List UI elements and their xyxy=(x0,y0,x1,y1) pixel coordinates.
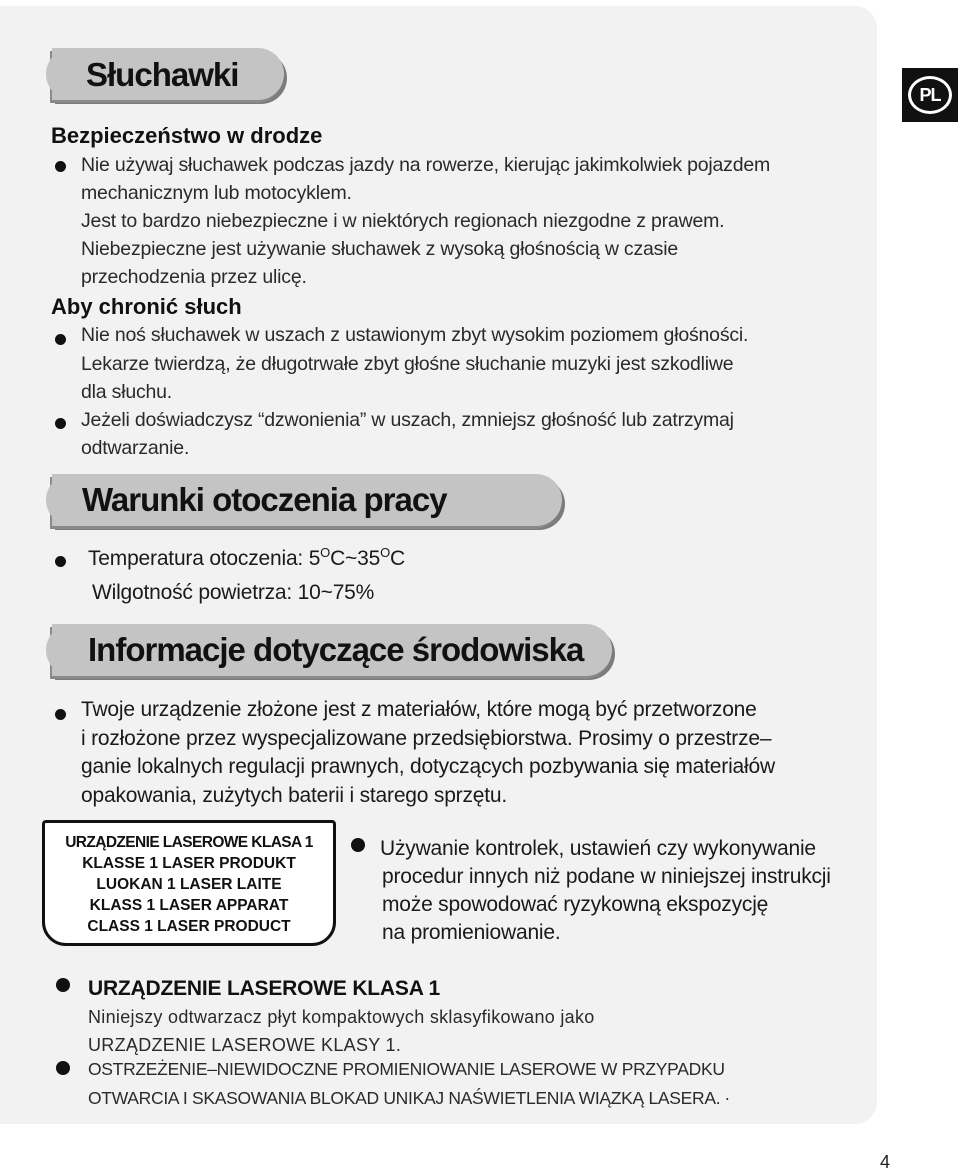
laser-caution-text: OTWARCIA I SKASOWANIA BLOKAD UNIKAJ NAŚWIETLENIA WIĄZKĄ LASERA. xyxy=(88,1088,721,1108)
temperature-line xyxy=(88,547,405,571)
hearing-line: Lekarze twierdzą, że długotrwałe zbyt głośne słuchanie muzyki jest szkodliwe xyxy=(81,353,734,375)
laser-class-line: Niniejszy odtwarzacz płyt kompaktowych sklasyfikowano jako xyxy=(88,1007,595,1027)
laser-label-line: CLASS 1 LASER PRODUCT xyxy=(87,918,291,935)
bullet-icon xyxy=(55,161,66,172)
hearing-line: Jeżeli doświadczysz “dzwonienia” w uszach, zmniejsz głośność lub zatrzymaj xyxy=(81,409,734,431)
laser-warning-line: może spowodować ryzykowną ekspozycję xyxy=(382,893,769,916)
hearing-line: Nie noś słuchawek w uszach z ustawionym zbyt wysokim poziomem głośności. xyxy=(81,324,749,346)
bullet-icon xyxy=(351,838,365,852)
laser-warning-line: procedur innych niż podane w niniejszej instrukcji xyxy=(382,865,831,888)
laser-caution-line: OSTRZEŻENIE–NIEWIDOCZNE PROMIENIOWANIE LASEROWE W PRZYPADKU xyxy=(88,1059,725,1079)
bullet-icon xyxy=(56,978,70,992)
road-safety-heading: Bezpieczeństwo w drodze xyxy=(51,123,323,148)
degree-mark: O xyxy=(320,545,331,560)
environment-line: Twoje urządzenie złożone jest z materiałów, które mogą być przetworzone xyxy=(81,698,757,721)
road-safety-line: Jest to bardzo niebezpieczne i w niektórych regionach niezgodne z prawem. xyxy=(81,210,725,232)
laser-warning-line: na promieniowanie. xyxy=(382,921,561,944)
bullet-icon xyxy=(55,556,66,567)
bullet-icon xyxy=(55,418,66,429)
road-safety-line: przechodzenia przez ulicę. xyxy=(81,266,307,288)
hearing-line: dla słuchu. xyxy=(81,381,173,403)
section-title-environment: Informacje dotyczące środowiska xyxy=(88,631,584,668)
laser-warning-line: Używanie kontrolek, ustawień czy wykonywanie xyxy=(380,837,816,860)
laser-label-line: KLASSE 1 LASER PRODUKT xyxy=(82,855,296,872)
hearing-line: odtwarzanie. xyxy=(81,437,190,459)
hearing-heading: Aby chronić słuch xyxy=(51,294,242,319)
section-title-operating-conditions: Warunki otoczenia pracy xyxy=(82,481,447,518)
environment-line: i rozłożone przez wyspecjalizowane przedsiębiorstwa. Prosimy o przestrze– xyxy=(81,727,772,750)
temperature-prefix: Temperatura otoczenia: 5 xyxy=(88,547,321,570)
laser-class-line: URZĄDZENIE LASEROWE KLASY 1. xyxy=(88,1035,402,1055)
temperature-mid: C~35 xyxy=(330,547,381,570)
degree-mark: O xyxy=(380,545,391,560)
bullet-icon xyxy=(56,1061,70,1075)
bullet-icon xyxy=(55,334,66,345)
environment-line: ganie lokalnych regulacji prawnych, dotyczących pozbywania się materiałów xyxy=(81,755,775,778)
laser-class-heading: URZĄDZENIE LASEROWE KLASA 1 xyxy=(88,977,440,1000)
language-badge-label: PL xyxy=(908,76,952,114)
bullet-icon xyxy=(55,709,66,720)
laser-label-line: KLASS 1 LASER APPARAT xyxy=(89,897,289,914)
laser-label-line: LUOKAN 1 LASER LAITE xyxy=(96,876,282,893)
laser-label-line: URZĄDZENIE LASEROWE KLASA 1 xyxy=(65,834,313,851)
laser-class-label xyxy=(42,820,336,946)
page-number: 4 xyxy=(880,1152,891,1172)
road-safety-line: Niebezpieczne jest używanie słuchawek z wysoką głośnością w czasie xyxy=(81,238,679,260)
trailing-mark: · xyxy=(724,1088,730,1108)
environment-line: opakowania, zużytych baterii i starego sprzętu. xyxy=(81,784,507,807)
temperature-suffix: C xyxy=(390,547,405,570)
road-safety-line: Nie używaj słuchawek podczas jazdy na rowerze, kierując jakimkolwiek pojazdem xyxy=(81,154,771,176)
road-safety-line: mechanicznym lub motocyklem. xyxy=(81,182,352,204)
section-title-headphones: Słuchawki xyxy=(86,56,239,93)
language-badge xyxy=(902,68,958,122)
laser-caution-line xyxy=(88,1088,730,1109)
humidity-line: Wilgotność powietrza: 10~75% xyxy=(92,581,375,604)
